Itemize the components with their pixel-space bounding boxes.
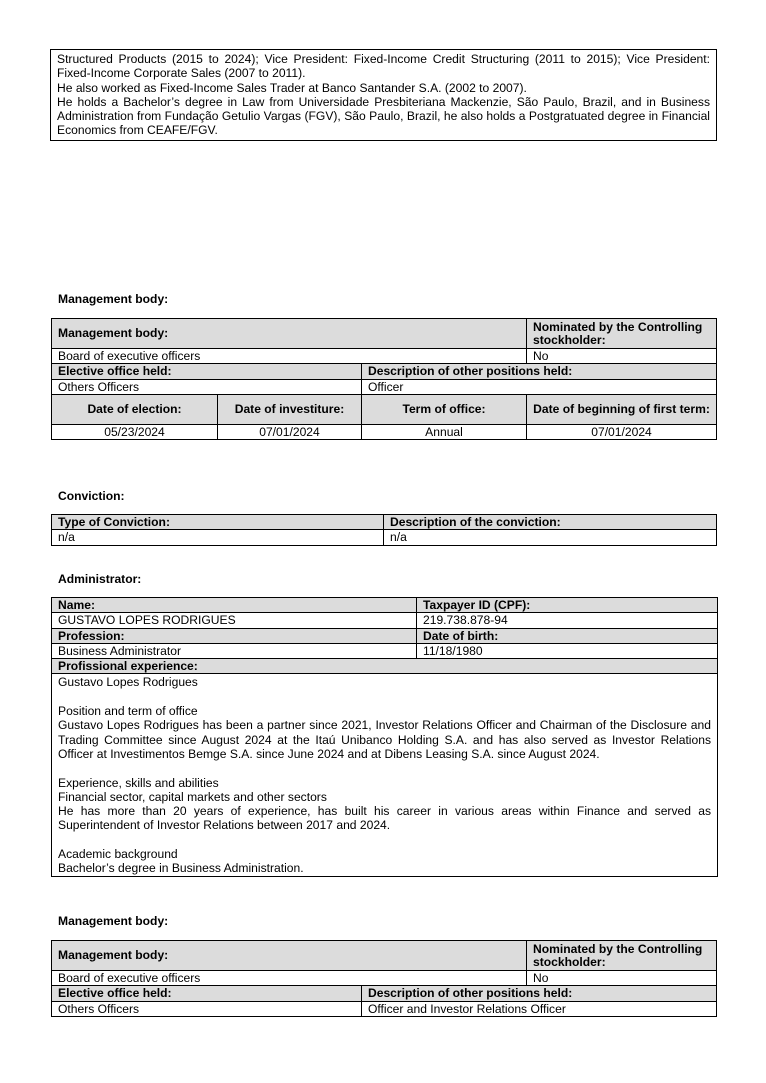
exp-skills-text: He has more than 20 years of experience, has built his career in various areas within Finance and served as Superintendent of Investor Relations between 2017 and 2024. bbox=[58, 804, 711, 833]
conviction-type-value: n/a bbox=[52, 530, 384, 545]
mgmt1-label-first-term: Date of beginning of first term: bbox=[527, 394, 717, 424]
conviction-table bbox=[51, 514, 716, 546]
top-bio-box bbox=[50, 49, 717, 141]
admin-label-experience: Profissional experience: bbox=[52, 659, 718, 674]
conviction-heading: Conviction: bbox=[58, 489, 125, 503]
admin-profession-value: Business Administrator bbox=[52, 643, 417, 658]
mgmt1-label-other: Description of other positions held: bbox=[362, 364, 717, 379]
admin-experience-cell bbox=[52, 674, 718, 876]
mgmt1-heading: Management body: bbox=[58, 292, 169, 306]
admin-cpf-value: 219.738.878-94 bbox=[417, 613, 718, 628]
mgmt1-table bbox=[51, 318, 716, 440]
mgmt2-label-nominated: Nominated by the Controlling stockholder: bbox=[527, 941, 717, 971]
mgmt2-office-value: Others Officers bbox=[52, 1001, 362, 1016]
mgmt1-label-election: Date of election: bbox=[52, 394, 218, 424]
admin-heading: Administrator: bbox=[58, 572, 142, 586]
exp-academic-title: Academic background bbox=[58, 847, 178, 862]
mgmt1-label-investiture: Date of investiture: bbox=[218, 394, 362, 424]
conviction-desc-value: n/a bbox=[384, 530, 717, 545]
mgmt2-label-body: Management body: bbox=[52, 941, 527, 971]
mgmt1-election-value: 05/23/2024 bbox=[52, 424, 218, 439]
mgmt2-heading: Management body: bbox=[58, 914, 169, 928]
conviction-label-desc: Description of the conviction: bbox=[384, 515, 717, 530]
mgmt1-office-value: Others Officers bbox=[52, 379, 362, 394]
admin-label-profession: Profession: bbox=[52, 628, 417, 643]
exp-academic-text: Bachelor’s degree in Business Administration. bbox=[58, 861, 304, 876]
exp-position-title: Position and term of office bbox=[58, 704, 198, 719]
mgmt2-label-other: Description of other positions held: bbox=[362, 986, 717, 1001]
mgmt1-label-office: Elective office held: bbox=[52, 364, 362, 379]
mgmt1-term-value: Annual bbox=[362, 424, 527, 439]
mgmt1-label-term: Term of office: bbox=[362, 394, 527, 424]
conviction-label-type: Type of Conviction: bbox=[52, 515, 384, 530]
admin-label-cpf: Taxpayer ID (CPF): bbox=[417, 598, 718, 613]
mgmt1-body-value: Board of executive officers bbox=[52, 349, 527, 364]
admin-birth-value: 11/18/1980 bbox=[417, 643, 718, 658]
top-bio-line-2: He also worked as Fixed-Income Sales Trader at Banco Santander S.A. (2002 to 2007). bbox=[57, 80, 527, 95]
top-bio-line-3: He holds a Bachelor’s degree in Law from Universidade Presbiteriana Mackenzie, São Paulo, Brazil, and in Business Administration from Fundação Getulio Vargas (FGV), São Paulo, Brazil, he also holds a Postgratuated degree in Financial Economics from CEAFE/FGV. bbox=[57, 94, 710, 138]
mgmt1-investiture-value: 07/01/2024 bbox=[218, 424, 362, 439]
mgmt1-nominated-value: No bbox=[527, 349, 717, 364]
admin-label-birth: Date of birth: bbox=[417, 628, 718, 643]
exp-position-text: Gustavo Lopes Rodrigues has been a partner since 2021, Investor Relations Officer and Chairman of the Disclosure and Trading Committee since August 2024 at the Itaú Unibanco Holding S.A. and has also served as Investor Relations Officer at Investimentos Bemge S.A. since June 2024 and at Dibens Leasing S.A. since August 2024. bbox=[58, 718, 711, 761]
mgmt2-other-value: Officer and Investor Relations Officer bbox=[362, 1001, 717, 1016]
exp-skills-sectors: Financial sector, capital markets and other sectors bbox=[58, 789, 327, 804]
mgmt1-label-nominated: Nominated by the Controlling stockholder: bbox=[527, 319, 717, 349]
top-bio-line-1: Structured Products (2015 to 2024); Vice President: Fixed-Income Credit Structuring (2011 to 2015); Vice President: Fixed-Income Corporate Sales (2007 to 2011). bbox=[57, 52, 710, 81]
mgmt2-table bbox=[51, 940, 716, 1017]
admin-name-value: GUSTAVO LOPES RODRIGUES bbox=[52, 613, 417, 628]
exp-name: Gustavo Lopes Rodrigues bbox=[58, 675, 198, 690]
mgmt1-other-value: Officer bbox=[362, 379, 717, 394]
mgmt2-nominated-value: No bbox=[527, 971, 717, 986]
mgmt1-label-body: Management body: bbox=[52, 319, 527, 349]
mgmt2-label-office: Elective office held: bbox=[52, 986, 362, 1001]
admin-label-name: Name: bbox=[52, 598, 417, 613]
admin-table bbox=[51, 597, 717, 877]
exp-skills-title: Experience, skills and abilities bbox=[58, 775, 219, 790]
mgmt2-body-value: Board of executive officers bbox=[52, 971, 527, 986]
mgmt1-first-term-value: 07/01/2024 bbox=[527, 424, 717, 439]
